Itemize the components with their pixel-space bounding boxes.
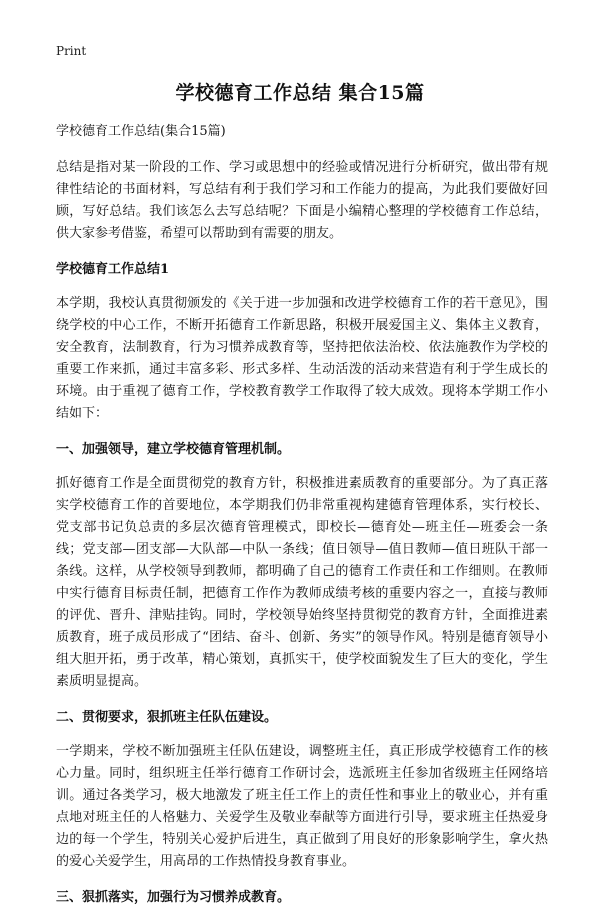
document-body [56, 120, 548, 921]
subheading-one: 一、加强领导，建立学校德育管理机制。 [56, 442, 291, 457]
page-title: 学校德育工作总结 集合15篇 [175, 82, 425, 104]
paragraph-two: 一学期来，学校不断加强班主任队伍建设，调整班主任，真正形成学校德育工作的核心力量。同时，组织班主任举行德育工作研讨会，选派班主任参加省级班主任网络培训。通过各类学习，极大地激发了班主任工作上的责任性和事业上的敬业心，并有重点地对班主任的人格魅力、关爱学生及敬业奉献等方面进行引导，要求班主任热爱身边的每一个学生，特别关心爱护后进生，真正做到了用良好的形象影响学生，拿火热的爱心关爱学生，用高昂的工作热情投身教育事业。 [56, 744, 548, 869]
intro-paragraph: 总结是指对某一阶段的工作、学习或思想中的经验或情况进行分析研究，做出带有规律性结论的书面材料，写总结有利于我们学习和工作能力的提高，为此我们要做好回顾，写好总结。我们该怎么去写总结呢？下面是小编精心整理的学校德育工作总结，供大家参考借鉴，希望可以帮助到有需要的朋友。 [56, 160, 548, 241]
subheading-three: 三、狠抓落实，加强行为习惯养成教育。 [56, 890, 291, 905]
document-subtitle: 学校德育工作总结(集合15篇) [56, 124, 226, 139]
subheading-two: 二、贯彻要求，狠抓班主任队伍建设。 [56, 710, 278, 725]
print-link[interactable]: Print [56, 44, 87, 58]
section-heading-1: 学校德育工作总结1 [56, 262, 170, 277]
section-1-paragraph: 本学期，我校认真贯彻颁发的《关于进一步加强和改进学校德育工作的若干意见》，围绕学校的中心工作，不断开拓德育工作新思路，积极开展爱国主义、集体主义教育，安全教育，法制教育，行为习惯养成教育等，坚持把依法治校、依法施教作为学校的重要工作来抓，通过丰富多彩、形式多样、生动活泼的活动来营造有利于学生成长的环境。由于重视了德育工作，学校教育教学工作取得了较大成效。现将本学期工作小结如下： [56, 296, 548, 421]
paragraph-one: 抓好德育工作是全面贯彻党的教育方针，积极推进素质教育的重要部分。为了真正落实学校德育工作的首要地位，本学期我们仍非常重视构建德育管理体系，实行校长、党支部书记负总责的多层次德育管理模式，即校长—德育处—班主任—班委会一条线；党支部—团支部—大队部—中队一条线；值日领导—值日教师—值日班队干部一条线。这样，从学校领导到教师，都明确了自己的德育工作责任和工作细则。在教师中实行德育目标责任制，把德育工作作为教师成绩考核的重要内容之一，直接与教师的评优、晋升、津贴挂钩。同时，学校领导始终坚持贯彻党的教育方针，全面推进素质教育，班子成员形成了“团结、奋斗、创新、务实”的领导作风。特别是德育领导小组大胆开拓，勇于改革，精心策划，真抓实干，使学校面貌发生了巨大的变化，学生素质明显提高。 [56, 476, 548, 689]
